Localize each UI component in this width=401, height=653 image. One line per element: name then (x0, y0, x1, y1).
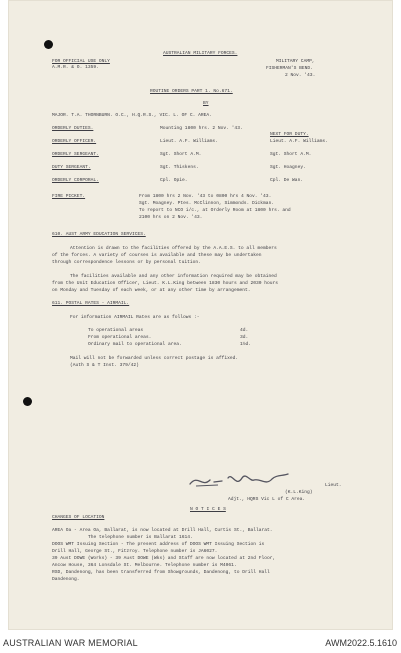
rate-2-label: From operational areas. (88, 335, 152, 340)
change-line-1: AREA Oa - Area Oa, Ballarat, is now located at Drill Hall, Curtis St., Ballarat. (52, 528, 273, 533)
orderly-sergeant-label: ORDERLY SERGEANT. (52, 152, 99, 157)
section-611-heading: 611. POSTAL RATES - AIRMAIL. (52, 301, 130, 306)
orderly-officer-label: ORDERLY OFFICER. (52, 139, 97, 144)
orderly-sergeant-now: Sgt. Short A.M. (160, 152, 202, 157)
fire-picket-line-3: To report to NCO i/c., at Orderly Room at 1800 hrs. and (139, 208, 291, 213)
restriction-label: FOR OFFICIAL USE ONLY (52, 59, 110, 64)
section-610-p2-line1: The facilities available and any other information required may be obtained (70, 274, 277, 279)
change-line-8: Dandenong. (52, 577, 80, 582)
fire-picket-line-4: 2100 hrs on 2 Nov. '43. (139, 215, 203, 220)
section-610-p1-line2: of the forces. A variety of courses is available and these may be undertaken (52, 253, 262, 258)
punch-hole-top (44, 40, 53, 49)
camp-location: FISHERMAN'S BEND. (266, 66, 313, 71)
reference-code: A.M.R. & O. 1359. (52, 65, 99, 70)
orderly-officer-next: Lieut. A.F. Williams. (270, 139, 328, 144)
archive-accession-number: AWM2022.5.1610 (325, 638, 397, 648)
duty-sergeant-label: DUTY SERGEANT. (52, 165, 91, 170)
handwritten-signature (188, 470, 298, 492)
section-610-p1-line1: Attention is drawn to the facilities offered by the A.A.E.S. to all members (70, 246, 277, 251)
orderly-officer-now: Lieut. A.F. Williams. (160, 139, 218, 144)
camp-name: MILITARY CAMP, (276, 59, 315, 64)
fire-picket-line-2: Sgt. Moagney. Ptes. McClinnon, Simmonds. Dickman. (139, 201, 275, 206)
orderly-corporal-now: Cpl. Opie. (160, 178, 188, 183)
archive-name: AUSTRALIAN WAR MEMORIAL (3, 638, 138, 648)
punch-hole-bottom (23, 397, 32, 406)
change-line-2: The telephone number is Ballarat 1614. (88, 535, 193, 540)
duty-sergeant-next: Sgt. Hoagney. (270, 165, 306, 170)
section-610-heading: 610. AUST ARMY EDUCATION SERVICES. (52, 232, 146, 237)
notices-title: N O T I C E S (190, 507, 226, 512)
fire-picket-line-1: From 1800 hrs 2 Nov. '43 to 0800 hrs 4 Nov. '43. (139, 194, 272, 199)
signatory-appointment: Adjt., HQRS Vic L of C Area. (228, 497, 306, 502)
section-610-p2-line2: from the Unit Education Officer, Lieut. K.L.King between 1830 hours and 2030 hours (52, 281, 279, 286)
document-page (8, 0, 393, 630)
order-date: 2 Nov. '43. (285, 73, 316, 78)
section-610-p2-line3: on Monday and Tuesday of each week, or at any other time by arrangement. (52, 288, 251, 293)
changes-heading: CHANGES OF LOCATION (52, 515, 105, 520)
orderly-corporal-label: ORDERLY CORPORAL. (52, 178, 99, 183)
rate-1-label: To operational areas (88, 328, 144, 333)
fire-picket-label: FIRE PICKET. (52, 194, 86, 199)
rate-3-label: Ordinary mail to operational area. (88, 342, 182, 347)
signatory-name: (K.L.King) (285, 490, 313, 495)
commander-line: MAJOR. T.A. THORNBURN. O.C., H.Q.R.S., VIC. L. OF C. AREA. (52, 113, 212, 118)
orderly-corporal-next: Cpl. De Wan. (270, 178, 304, 183)
postage-note: Mail will not be forwarded unless correct postage is affixed. (70, 356, 239, 361)
change-line-7: RSD, Dandenong, has been transferred from Showgrounds, Dandenong, to Drill Hall (52, 570, 270, 575)
change-line-6: Ancow House, 364 Lonsdale St. Melbourne. Telephone number is M4061. (52, 563, 237, 568)
header-title: AUSTRALIAN MILITARY FORCES. (163, 51, 238, 56)
next-for-duty-label: NEXT FOR DUTY. (270, 132, 309, 137)
change-line-5: 39 Aust DOWE (Works) - 39 Aust DOWE (Wks) and Staff are now located at 2nd Floor, (52, 556, 276, 561)
rate-1-value: 4d. (240, 328, 249, 333)
section-610-p1-line3: through correspondence lessons or by personal tuition. (52, 260, 201, 265)
section-611-intro: For information AIRMAIL Rates are as follows :- (70, 315, 200, 320)
rate-2-value: 3d. (240, 335, 249, 340)
signatory-rank: Lieut. (325, 483, 342, 488)
orderly-sergeant-next: Sgt. Short A.M. (270, 152, 312, 157)
duty-sergeant-now: Sgt. Thiskens. (160, 165, 199, 170)
mounting-time: Mounting 1800 hrs. 2 Nov. '43. (160, 126, 243, 131)
change-line-4: Drill Hall, George St., Fitzroy. Telephone number is JA6027. (52, 549, 218, 554)
rate-3-value: 1½d. (240, 342, 252, 347)
change-line-3: DOOS WMT Issuing Section - The present address of DOOS WMT Issuing Section is (52, 542, 265, 547)
postage-authority: (Auth S & T Inst. 379/42) (70, 363, 139, 368)
by-label: BY (203, 101, 209, 106)
orders-title: ROUTINE ORDERS PART 1. No.671. (150, 89, 233, 94)
orderly-duties-label: ORDERLY DUTIES. (52, 126, 94, 131)
archive-footer (0, 633, 401, 653)
